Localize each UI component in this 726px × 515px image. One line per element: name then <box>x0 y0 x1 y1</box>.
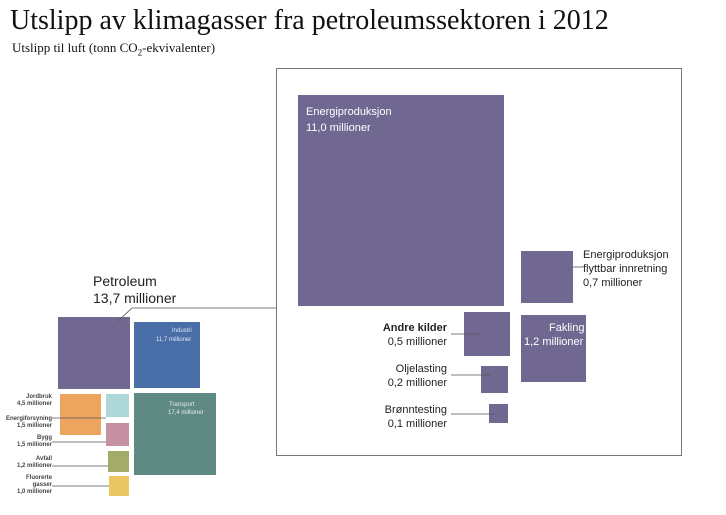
bronntesting-value: 0,1 millioner <box>387 418 447 430</box>
industri-label: Industri <box>172 328 192 334</box>
transport-label: Transport <box>169 402 195 408</box>
oljelasting-label: Oljelasting <box>395 363 447 375</box>
avfall-box <box>108 451 129 472</box>
energiproduksjon-flyttbar-box <box>521 251 573 303</box>
fakling-value: 1,2 millioner <box>524 336 584 348</box>
fakling-label: Fakling <box>549 322 585 334</box>
petroleum-label: Petroleum <box>93 273 157 289</box>
bygg-label: Bygg <box>37 435 52 441</box>
energiforsyning-label: Energiforsyning <box>5 416 52 422</box>
oljelasting-box <box>481 366 508 393</box>
bygg-value: 1,5 millioner <box>16 442 52 448</box>
petroleum-connector <box>118 308 276 321</box>
energiproduksjon-label: Energiproduksjon <box>306 106 392 118</box>
avfall-label: Avfall <box>35 456 52 462</box>
industri-value: 11,7 millioner <box>156 337 192 343</box>
energiproduksjon-flyttbar-label-2: flyttbar innretning <box>583 263 668 275</box>
petroleum-box <box>58 317 130 389</box>
transport-value: 17,4 millioner <box>168 410 204 416</box>
energiproduksjon-flyttbar-label: Energiproduksjon <box>583 249 669 261</box>
fluorerte_gasser-box <box>109 476 129 496</box>
fluorerte_gasser-label: Fluorerte <box>25 475 52 481</box>
fluorerte_gasser-value: 1,0 millioner <box>16 489 52 495</box>
bronntesting-label: Brønntesting <box>384 404 447 416</box>
jordbruk-value: 4,5 millioner <box>16 401 52 407</box>
chart-title: Utslipp av klimagasser fra petroleumssektoren i 2012 <box>10 5 609 36</box>
petroleum-value: 13,7 millioner <box>93 290 177 306</box>
jordbruk-label: Jordbruk <box>25 394 52 400</box>
bronntesting-box <box>489 404 508 423</box>
fluorerte_gasser-label: gasser <box>32 482 52 488</box>
chart-subtitle: Utslipp til luft (tonn $CO_2-ekvivalenter$) <box>12 40 216 58</box>
andre-kilder-label: Andre kilder <box>382 322 447 334</box>
avfall-value: 1,2 millioner <box>16 463 52 469</box>
energiforsyning-value: 1,5 millioner <box>16 423 52 429</box>
oljelasting-value: 0,2 millioner <box>387 377 447 389</box>
energiproduksjon-value: 11,0 millioner <box>306 122 371 134</box>
energiforsyning-box <box>106 394 129 417</box>
energiproduksjon-flyttbar-value: 0,7 millioner <box>583 277 643 289</box>
jordbruk-box <box>60 394 101 435</box>
bygg-box <box>106 423 129 446</box>
andre-kilder-value: 0,5 millioner <box>387 336 447 348</box>
